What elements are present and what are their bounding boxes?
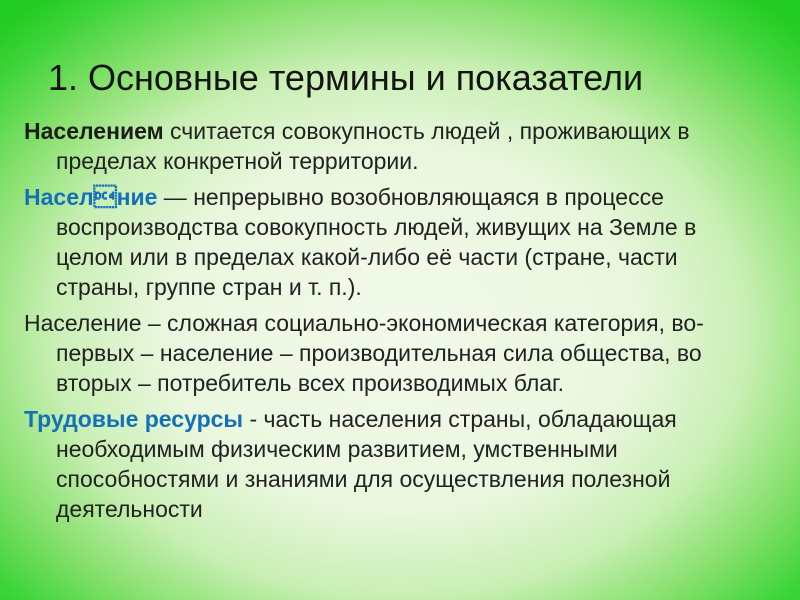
definition-population-1 — [24, 116, 759, 176]
definition-text: считается совокупность людей , проживающих в пределах конкретной территории. — [56, 118, 690, 174]
term-labor-resources: Трудовые ресурсы — [24, 406, 244, 432]
slide-content — [24, 116, 759, 530]
definition-population-2 — [24, 182, 759, 302]
definition-population-3 — [24, 308, 759, 398]
definition-text: Население – сложная социально-экономическая категория, во-первых – население – производительная сила общества, во вторых – потребитель всех производимых благ. — [24, 310, 704, 396]
slide-title: 1. Основные термины и показатели — [48, 57, 644, 98]
definition-text: — непрерывно возобновляющаяся в процессе воспроизводства совокупность людей, живущих на Земле в целом или в пределах какой-либо её части (стране, части страны, группе стран и т. п.). — [56, 184, 697, 300]
definition-text: - часть населения страны, обладающая необходимым физическим развитием, умственными способностями и знаниями для осуществления полезной деятельности — [56, 406, 677, 522]
term-population-instrumental: Населением — [24, 118, 164, 144]
term-population-stressed: Населние — [24, 184, 158, 210]
definition-labor-resources — [24, 404, 759, 524]
